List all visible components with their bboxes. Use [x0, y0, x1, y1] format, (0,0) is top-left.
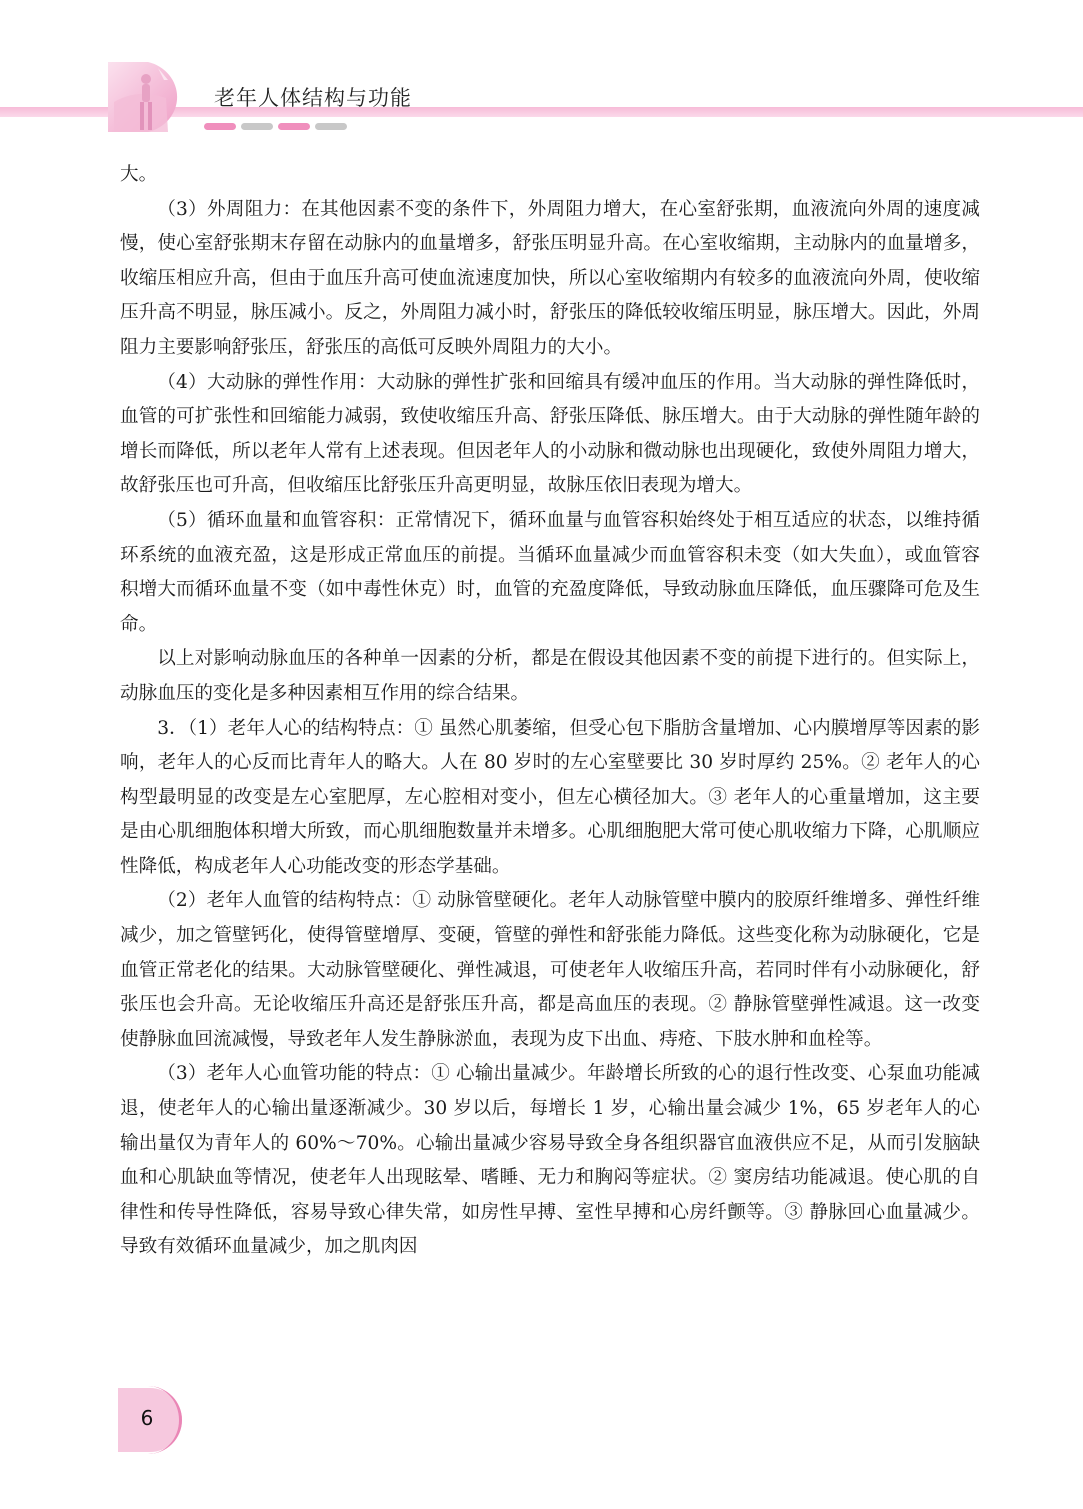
- paragraph-summary: 以上对影响动脉血压的各种单一因素的分析，都是在假设其他因素不变的前提下进行的。但实际上，动脉血压的变化是多种因素相互作用的综合结果。: [120, 648, 980, 704]
- paragraph-cardiovascular-function: （3）老年人心血管功能的特点：① 心输出量减少。年龄增长所致的心的退行性改变、心泵血功能减退，使老年人的心输出量逐渐减少。30 岁以后，每增长 1 岁，心输出量会减少 1%，65 岁老年人的心输出量仅为青年人的 60%～70%。心输出量减少容易导致全身各组织器官血液供应不足，从而引发脑缺血和心肌缺血等情况，使老年人出现眩晕、嗜睡、无力和胸闷等症状。② 窦房结功能减退。使心肌的自律性和传导性降低，容易导致心律失常，如房性早搏、室性早搏和心房纤颤等。③ 静脉回心血量减少。导致有效循环血量减少，加之肌肉因: [120, 1063, 980, 1258]
- gray-dash: [241, 123, 273, 130]
- paragraph-continuation: 大。: [120, 164, 158, 185]
- paragraph-vessel-structure: （2）老年人血管的结构特点：① 动脉管壁硬化。老年人动脉管壁中膜内的胶原纤维增多、弹性纤维减少，加之管壁钙化，使得管壁增厚、变硬，管壁的弹性和舒张能力降低。这些变化称为动脉硬化，它是血管正常老化的结果。大动脉管壁硬化、弹性减退，可使老年人收缩压升高，若同时伴有小动脉硬化，舒张压也会升高。无论收缩压升高还是舒张压升高，都是高血压的表现。② 静脉管壁弹性减退。这一改变使静脉血回流减慢，导致老年人发生静脉淤血，表现为皮下出血、痔疮、下肢水肿和血栓等。: [120, 890, 980, 1050]
- paragraph-aortic-elasticity: （4）大动脉的弹性作用：大动脉的弹性扩张和回缩具有缓冲血压的作用。当大动脉的弹性降低时，血管的可扩张性和回缩能力减弱，致使收缩压升高、舒张压降低、脉压增大。由于大动脉的弹性随年龄的增长而降低，所以老年人常有上述表现。但因老年人的小动脉和微动脉也出现硬化，致使外周阻力增大，故舒张压也可升高，但收缩压比舒张压升高更明显，故脉压依旧表现为增大。: [120, 371, 980, 497]
- page-content: [120, 158, 980, 1265]
- chapter-logo: [108, 58, 192, 132]
- pink-dash: [278, 123, 310, 130]
- page-number: 6: [140, 1406, 154, 1430]
- running-header-title: 老年人体结构与功能: [214, 86, 412, 110]
- paragraph-peripheral-resistance: （3）外周阻力：在其他因素不变的条件下，外周阻力增大，在心室舒张期，血液流向外周的速度减慢，使心室舒张期末存留在动脉内的血量增多，舒张压明显升高。在心室收缩期，主动脉内的血量增多，收缩压相应升高，但由于血压升高可使血流速度加快，所以心室收缩期内有较多的血液流向外周，使收缩压升高不明显，脉压减小。反之，外周阻力减小时，舒张压的降低较收缩压明显，脉压增大。因此，外周阻力主要影响舒张压，舒张压的高低可反映外周阻力的大小。: [120, 198, 980, 358]
- paragraph-blood-volume: （5）循环血量和血管容积：正常情况下，循环血量与血管容积始终处于相互适应的状态，以维持循环系统的血液充盈，这是形成正常血压的前提。当循环血量减少而血管容积未变（如大失血），或血管容积增大而循环血量不变（如中毒性休克）时，血管的充盈度降低，导致动脉血压降低，血压骤降可危及生命。: [120, 509, 980, 635]
- paragraph-heart-structure: 3．（1）老年人心的结构特点：① 虽然心肌萎缩，但受心包下脂肪含量增加、心内膜增厚等因素的影响，老年人的心反而比青年人的略大。人在 80 岁时的左心室壁要比 30 岁时厚约 25%。② 老年人的心构型最明显的改变是左心室肥厚，左心腔相对变小，但左心横径加大。③ 老年人的心重量增加，这主要是由心肌细胞体积增大所致，而心肌细胞数量并未增多。心肌细胞肥大常可使心肌收缩力下降，心肌顺应性降低，构成老年人心功能改变的形态学基础。: [120, 717, 980, 877]
- gray-dash: [315, 123, 347, 130]
- pink-dash: [204, 123, 236, 130]
